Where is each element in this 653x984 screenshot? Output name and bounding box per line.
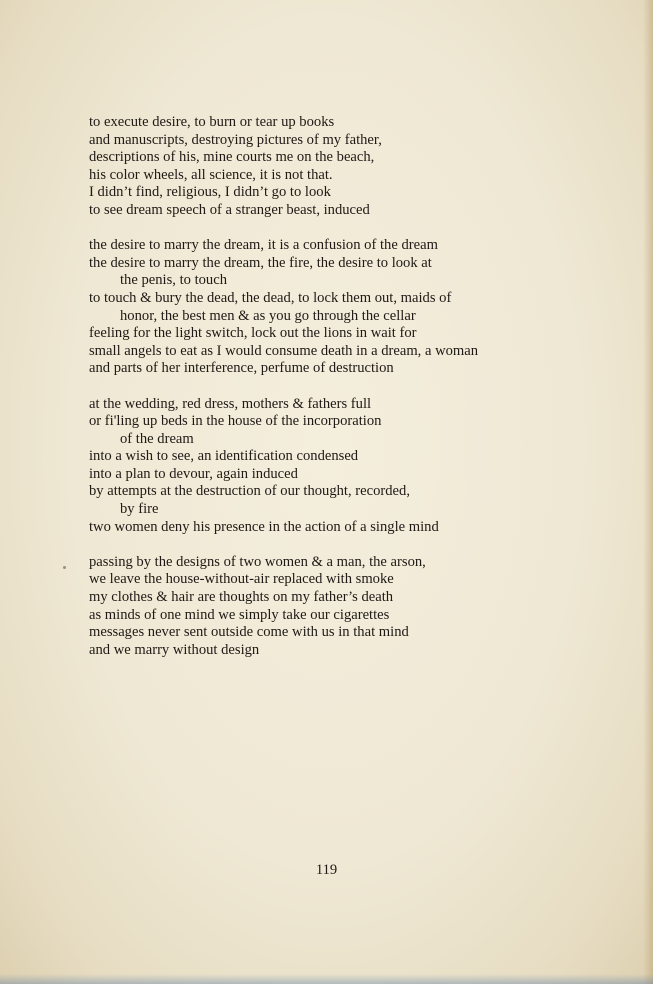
poem-line: descriptions of his, mine courts me on the beach, (89, 149, 375, 166)
poem-line: passing by the designs of two women & a man, the arson, (89, 553, 426, 570)
poem-line: feeling for the light switch, lock out the lions in wait for (89, 325, 417, 342)
poem-line: I didn’t find, religious, I didn’t go to look (89, 184, 331, 201)
poem-line: messages never sent outside come with us in that mind (89, 624, 409, 641)
stanza (89, 237, 609, 378)
poem-line: the penis, to touch (120, 272, 228, 289)
paper-speck (63, 566, 66, 569)
poem-line: honor, the best men & as you go through the cellar (120, 307, 416, 324)
stanza (89, 554, 609, 660)
poem-line: at the wedding, red dress, mothers & fathers full (89, 395, 372, 412)
stanza (89, 114, 609, 220)
page-bottom-edge (0, 974, 653, 984)
poem-line: of the dream (120, 430, 194, 447)
poem-line: and parts of her interference, perfume of destruction (89, 360, 394, 377)
poem-line: my clothes & hair are thoughts on my father’s death (89, 589, 394, 606)
page-number: 119 (315, 862, 338, 878)
poem-line: small angels to eat as I would consume death in a dream, a woman (89, 342, 479, 359)
poem-line: to touch & bury the dead, the dead, to lock them out, maids of (89, 289, 452, 306)
poem-body (89, 114, 609, 677)
poem-line: his color wheels, all science, it is not that. (89, 166, 333, 183)
page-edge-shadow (643, 0, 653, 984)
poem-line: the desire to marry the dream, it is a confusion of the dream (89, 237, 438, 254)
poem-line: into a wish to see, an identification condensed (89, 448, 359, 465)
poem-line: by fire (120, 501, 159, 518)
poem-line: two women deny his presence in the action of a single mind (89, 518, 439, 535)
poem-line: to execute desire, to burn or tear up books (89, 114, 335, 130)
poem-line: into a plan to devour, again induced (89, 465, 298, 482)
poem-line: by attempts at the destruction of our thought, recorded, (89, 483, 410, 500)
stanza (89, 396, 609, 537)
poem-line: the desire to marry the dream, the fire, the desire to look at (89, 254, 432, 271)
poem-line: we leave the house-without-air replaced with smoke (89, 571, 394, 588)
poem-line: and we marry without design (89, 641, 260, 658)
poem-line: or fi'ling up beds in the house of the incorporation (89, 413, 382, 430)
poem-line: and manuscripts, destroying pictures of my father, (89, 131, 382, 148)
poem-line: as minds of one mind we simply take our cigarettes (89, 606, 390, 623)
poem-line: to see dream speech of a stranger beast, induced (89, 201, 370, 218)
